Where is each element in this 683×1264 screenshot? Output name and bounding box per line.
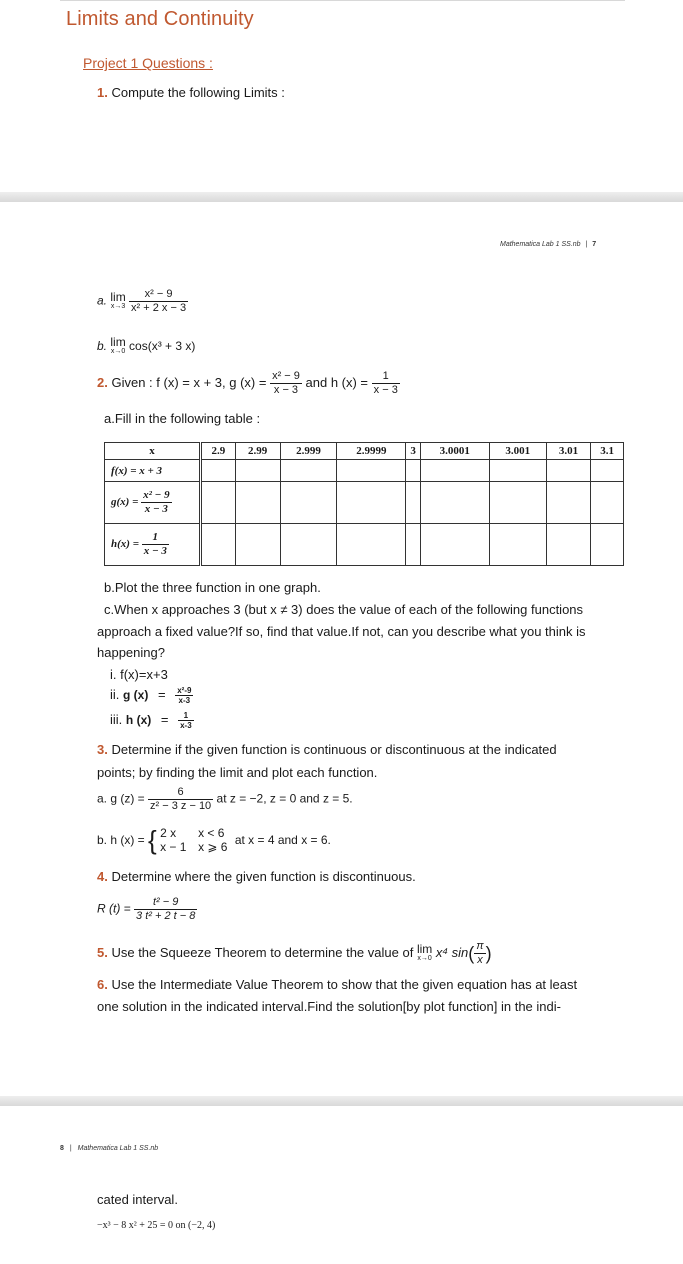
lim-subscript: x→3 <box>110 302 126 310</box>
numerator: 1 <box>372 370 400 384</box>
table-cell[interactable] <box>280 460 337 482</box>
question-number: 1. <box>97 85 108 100</box>
fraction <box>129 288 188 315</box>
fraction <box>148 786 213 813</box>
continued-text: cated interval. <box>97 1192 178 1207</box>
question-text: Compute the following Limits : <box>111 85 285 100</box>
part-c-line2: approach a fixed value?If so, find that value.If not, can you describe what you think is <box>97 624 586 639</box>
lim-operator <box>110 337 125 357</box>
header-filename: Mathematica Lab 1 SS.nb <box>77 1145 159 1152</box>
item-prefix: ii. <box>110 687 120 702</box>
table-cell[interactable] <box>235 460 280 482</box>
table-cell[interactable] <box>420 524 489 566</box>
item-label: b. <box>97 339 108 354</box>
table-cell[interactable] <box>591 482 624 524</box>
part-c-line1: c.When x approaches 3 (but x ≠ 3) does the value of each of the following functions <box>104 602 584 617</box>
h-fraction <box>142 531 169 558</box>
case-condition: x ⩾ 6 <box>198 840 228 854</box>
points-text: at z = −2, z = 0 and z = 5. <box>216 791 353 806</box>
numerator: x²-9 <box>177 686 192 696</box>
col-header: 3.001 <box>489 443 546 460</box>
question-number: 6. <box>97 977 108 992</box>
question-3-line2: points; by finding the limit and plot each function. <box>97 765 378 780</box>
fraction <box>474 940 485 967</box>
h-row-label <box>105 524 201 566</box>
numerator: x² − 9 <box>272 370 300 382</box>
given-text: Given : f (x) = x + 3, g (x) = <box>111 374 267 390</box>
col-header: 2.999 <box>280 443 337 460</box>
h-fraction <box>372 370 400 397</box>
table-cell[interactable] <box>591 460 624 482</box>
table-cell[interactable] <box>280 482 337 524</box>
page-title: Limits and Continuity <box>66 8 254 30</box>
equals-sign: = <box>160 712 169 727</box>
table-cell[interactable] <box>406 482 420 524</box>
numerator: 1 <box>142 531 169 545</box>
item-label: a. <box>97 293 108 308</box>
denominator: x <box>477 954 483 966</box>
col-header: 2.9999 <box>337 443 406 460</box>
question-3a <box>97 786 353 813</box>
fraction <box>134 896 197 923</box>
table-cell[interactable] <box>420 482 489 524</box>
denominator: x − 3 <box>373 384 398 396</box>
table-row-g <box>105 482 624 524</box>
table-cell[interactable] <box>546 524 591 566</box>
function-lhs: R (t) = <box>97 901 131 916</box>
question-number: 2. <box>97 374 108 390</box>
paren-close: ) <box>485 943 492 964</box>
paren-open: ( <box>468 943 475 964</box>
fraction <box>175 686 193 705</box>
table-cell[interactable] <box>201 482 236 524</box>
col-header: 2.99 <box>235 443 280 460</box>
denominator: x-3 <box>178 696 191 706</box>
table-cell[interactable] <box>489 460 546 482</box>
col-header: 3.0001 <box>420 443 489 460</box>
numerator: π <box>476 940 484 952</box>
col-header: 3 <box>406 443 420 460</box>
fraction <box>178 711 194 730</box>
header-page-number: 8 <box>60 1145 64 1152</box>
question-number: 4. <box>97 869 108 884</box>
header-filename: Mathematica Lab 1 SS.nb <box>500 241 581 248</box>
g-prefix: g(x) = <box>111 496 139 509</box>
denominator: x² + 2 x − 3 <box>131 302 187 314</box>
page-header <box>500 241 596 248</box>
question-text: Determine if the given function is continuous or discontinuous at the indicated <box>111 742 557 757</box>
part-c-ii <box>110 686 193 705</box>
question-4 <box>97 868 416 886</box>
limit-b <box>97 337 195 357</box>
lim-word: lim <box>110 335 126 349</box>
numerator: 6 <box>148 786 213 800</box>
table-cell[interactable] <box>406 460 420 482</box>
lim-subscript: x→0 <box>417 954 432 962</box>
item-prefix: iii. <box>110 712 123 727</box>
table-cell[interactable] <box>420 460 489 482</box>
case-value: 2 x <box>160 826 177 840</box>
function-name: h (x) <box>125 713 152 727</box>
equation: −x³ − 8 x² + 25 = 0 on (−2, 4) <box>97 1220 216 1231</box>
table-row-h <box>105 524 624 566</box>
denominator: x − 3 <box>273 384 299 396</box>
question-text: Use the Intermediate Value Theorem to show that the given equation has at least <box>111 977 578 992</box>
table-cell[interactable] <box>546 482 591 524</box>
question-text: Determine where the given function is discontinuous. <box>111 869 416 884</box>
g-fraction <box>270 370 302 397</box>
col-header: 3.1 <box>591 443 624 460</box>
table-cell[interactable] <box>406 524 420 566</box>
denominator: 3 t² + 2 t − 8 <box>136 910 196 922</box>
g-row-label <box>105 482 201 524</box>
table-row-f <box>105 460 624 482</box>
part-c-line3: happening? <box>97 645 165 660</box>
plot-instruction: b.Plot the three function in one graph. <box>104 580 321 595</box>
denominator: x − 3 <box>144 503 168 515</box>
brace-symbol: { <box>148 825 157 855</box>
project-link[interactable]: Project 1 Questions : <box>83 55 213 71</box>
table-cell[interactable] <box>235 482 280 524</box>
page-top-rule <box>60 0 625 1</box>
table-cell[interactable] <box>591 524 624 566</box>
expression: cos(x³ + 3 x) <box>129 339 196 354</box>
table-cell[interactable] <box>201 524 236 566</box>
table-cell[interactable] <box>235 524 280 566</box>
table-cell[interactable] <box>489 482 546 524</box>
denominator: x-3 <box>180 721 192 731</box>
page-break <box>0 1096 683 1106</box>
table-cell[interactable] <box>337 460 406 482</box>
f-row-label: f(x) = x + 3 <box>105 460 201 482</box>
piecewise-cases <box>160 826 227 854</box>
col-header: 3.01 <box>546 443 591 460</box>
values-table <box>104 442 624 566</box>
question-6-line2: one solution in the indicated interval.Find the solution[by plot function] in the indi- <box>97 999 561 1014</box>
lim-operator <box>110 289 126 312</box>
question-2 <box>97 370 400 397</box>
numerator: t² − 9 <box>134 896 197 910</box>
and-h-text: and h (x) = <box>305 374 369 390</box>
header-separator: | <box>585 241 588 248</box>
question-4-function <box>97 896 197 923</box>
header-page-number: 7 <box>592 241 597 248</box>
limit-a <box>97 288 188 315</box>
page-break <box>0 192 683 202</box>
table-cell[interactable] <box>337 524 406 566</box>
table-cell[interactable] <box>546 460 591 482</box>
lim-word: lim <box>416 941 433 956</box>
part-c-iii <box>110 711 194 730</box>
case-value: x − 1 <box>160 840 187 854</box>
points-text: at x = 4 and x = 6. <box>234 833 331 847</box>
col-header: 2.9 <box>201 443 236 460</box>
denominator: x − 3 <box>143 545 167 557</box>
case-condition: x < 6 <box>198 826 225 840</box>
question-5 <box>97 940 492 967</box>
part-c-i: i. f(x)=x+3 <box>110 667 168 682</box>
function-lhs: b. h (x) = <box>97 833 145 847</box>
g-fraction <box>141 489 171 516</box>
denominator: z² − 3 z − 10 <box>150 800 212 812</box>
function-lhs: a. g (z) = <box>97 791 145 806</box>
fill-table-instruction: a.Fill in the following table : <box>104 411 261 426</box>
page-header <box>60 1145 158 1152</box>
header-separator: | <box>69 1145 72 1152</box>
numerator: x² − 9 <box>129 288 188 302</box>
numerator: x² − 9 <box>143 489 170 501</box>
question-6 <box>97 976 577 994</box>
numerator: 1 <box>178 711 194 721</box>
question-number: 3. <box>97 742 108 757</box>
expression: x⁴ sin <box>435 944 469 960</box>
lim-operator <box>416 941 433 964</box>
function-name: g (x) <box>123 688 149 702</box>
h-prefix: h(x) = <box>111 538 139 551</box>
question-text: Use the Squeeze Theorem to determine the value of <box>111 944 414 960</box>
equals-sign: = <box>157 687 166 702</box>
lim-subscript: x→0 <box>110 348 126 355</box>
question-3 <box>97 741 557 759</box>
question-3b <box>97 826 331 854</box>
x-header: x <box>105 443 201 460</box>
table-cell[interactable] <box>201 460 236 482</box>
table-header-row <box>105 443 624 460</box>
question-1 <box>97 84 285 102</box>
question-number: 5. <box>97 944 108 960</box>
table-cell[interactable] <box>280 524 337 566</box>
lim-word: lim <box>110 289 126 304</box>
table-cell[interactable] <box>337 482 406 524</box>
table-cell[interactable] <box>489 524 546 566</box>
